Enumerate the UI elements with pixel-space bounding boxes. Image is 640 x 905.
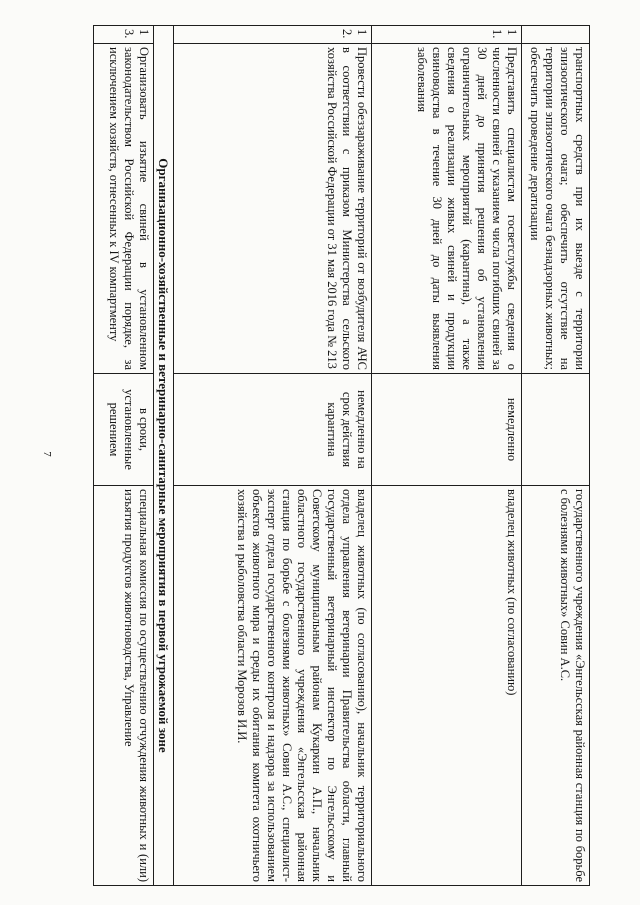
row-number: 13. bbox=[94, 26, 154, 44]
measures-table bbox=[93, 25, 590, 886]
term-cell: немедленно на срок действия карантина bbox=[174, 374, 372, 486]
section-header-row bbox=[154, 26, 174, 886]
responsible-cell: владелец животных (по согласованию) bbox=[372, 486, 522, 886]
row-number: 11. bbox=[372, 26, 522, 44]
action-cell: Провести обеззараживание территорий от возбудителя АЧС в соответствии с приказом Министерства сельского хозяйства Российской Федерации от 31 мая 2016 года № 213 bbox=[174, 44, 372, 374]
section-title: Организационно-хозяйственные и ветеринарно-санитарные мероприятия в первой угрожаемой зоне bbox=[154, 26, 174, 886]
action-cell: транспортных средств при их выезде с территории эпизоотического очага; обеспечить отсутствие на территории эпизоотического очага безнадзорных животных; обеспечить проведение дератизации bbox=[522, 44, 590, 374]
term-cell bbox=[522, 374, 590, 486]
row-number bbox=[522, 26, 590, 44]
table-row bbox=[94, 26, 154, 886]
rotated-table-container bbox=[80, 25, 590, 885]
page-number: 7 bbox=[40, 451, 53, 457]
action-cell: Организовать изъятие свиней в установленном законодательством Российской Федерации порядке, за исключением хозяйств, отнесенных к IV компартменту bbox=[94, 44, 154, 374]
table-row bbox=[522, 26, 590, 886]
responsible-cell: владелец животных (по согласованию), начальник территориального отдела управления ветеринарии Правительства области, главный государственный ветеринарный инспектор по Энгельсскому и Советскому муниципальным районам Кукаркин А.П., начальник областного государственного учреждения «Энгельсская районная станция по борьбе с болезнями животных» Совин А.С., специалист-эксперт отдела государственного контроля и надзора за использованием объектов животного мира и среды их обитания комитета охотничьего хозяйства и рыболовства области Морозов И.И. bbox=[174, 486, 372, 886]
responsible-cell: государственного учреждения «Энгельсская районная станция по борьбе с болезнями животных» Совин А.С. bbox=[522, 486, 590, 886]
action-cell: Представить специалистам госветслужбы сведения о численности свиней с указанием числа погибших свиней за 30 дней до принятия решения об установлении ограничительных мероприятий (карантина), а также сведения о реализации живых свиней и продукции свиноводства в течение 30 дней до даты выявления заболевания bbox=[372, 44, 522, 374]
table-row bbox=[174, 26, 372, 886]
term-cell: в сроки, установленные решением bbox=[94, 374, 154, 486]
term-cell: немедленно bbox=[372, 374, 522, 486]
responsible-cell: специальная комиссия по осуществлению отчуждения животных и (или) изъятия продуктов животноводства, Управление bbox=[94, 486, 154, 886]
row-number: 12. bbox=[174, 26, 372, 44]
table-row bbox=[372, 26, 522, 886]
